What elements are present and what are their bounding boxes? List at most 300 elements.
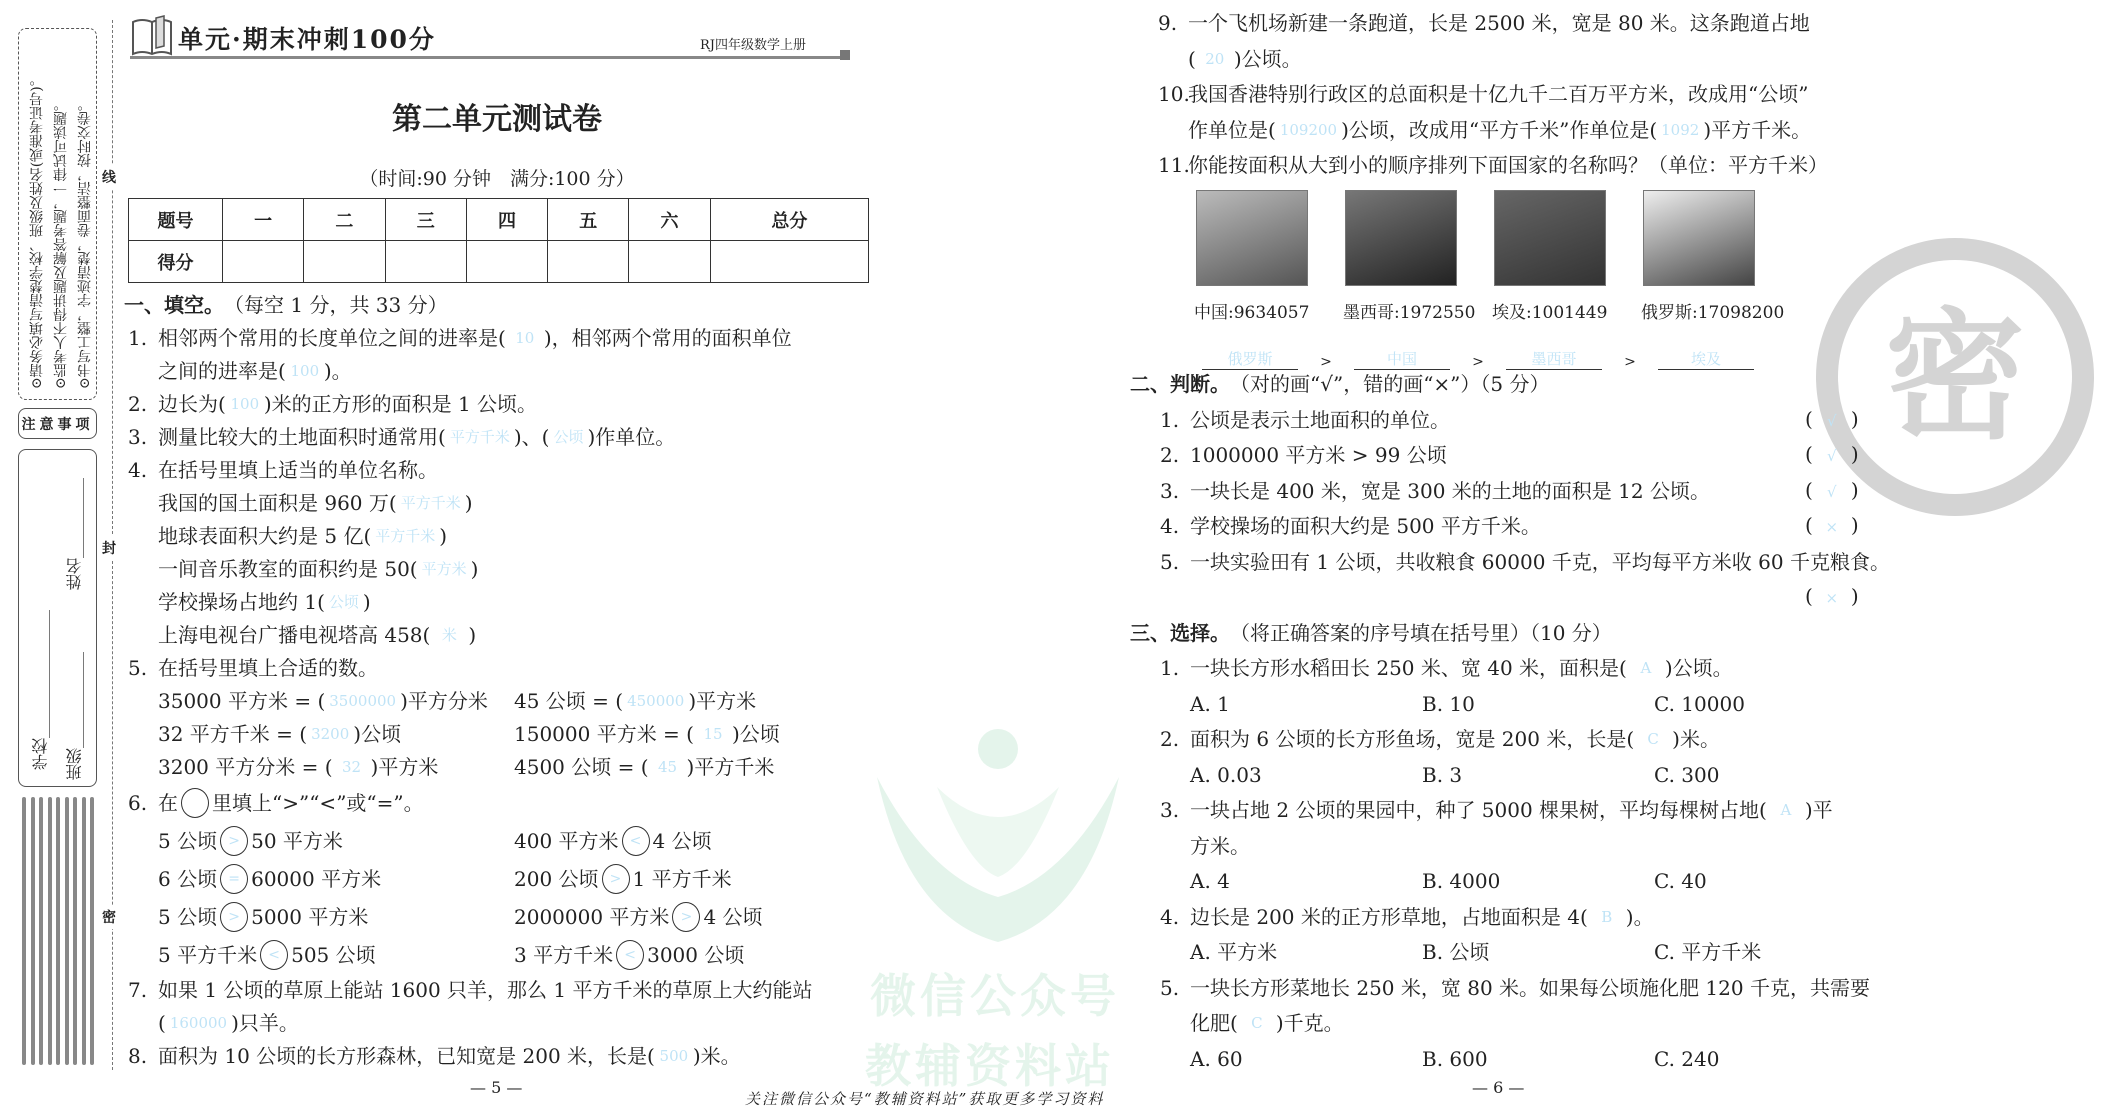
column-item bbox=[514, 751, 870, 784]
question-line bbox=[128, 974, 878, 1007]
question-line bbox=[128, 1040, 878, 1073]
choice-option[interactable]: B. 10 bbox=[1422, 691, 1475, 716]
section-title: 二、判断。 bbox=[1130, 372, 1230, 396]
notice-item: ⊙请务必填写清楚学校、班级及姓名(或准考证号)。 bbox=[29, 72, 45, 389]
section-heading bbox=[1130, 367, 1890, 403]
question-text: 作单位是( bbox=[1188, 117, 1276, 142]
question-text: 之间的进率是( bbox=[158, 359, 286, 383]
question-text: 方米。 bbox=[1190, 833, 1250, 858]
question-body bbox=[128, 863, 870, 896]
question-number: 7. bbox=[128, 978, 148, 1002]
russian-church-photo bbox=[1643, 190, 1755, 286]
question-body bbox=[1158, 42, 1302, 78]
question-body bbox=[128, 974, 813, 1007]
school-field[interactable]: 学校________________ bbox=[31, 610, 50, 770]
question-text: 一块长方形水稻田长 250 米、宽 40 米，面积是( bbox=[1190, 656, 1627, 680]
section-note: （对的画“√”，错的画“×”）（5 分） bbox=[1230, 372, 1550, 396]
question-text: 学校操场的面积大约是 500 平方千米。 bbox=[1190, 514, 1541, 538]
header-cell: 六 bbox=[629, 199, 710, 241]
page-number: — 5 — bbox=[470, 1078, 523, 1097]
question-line bbox=[1130, 1006, 1890, 1042]
question-text: 3000 公顷 bbox=[647, 942, 745, 967]
question-line bbox=[128, 586, 878, 619]
question-text: 60000 平方米 bbox=[251, 866, 382, 891]
answer-blank[interactable]: 米 bbox=[441, 626, 457, 644]
question-line bbox=[1130, 935, 1890, 971]
column-item bbox=[514, 718, 870, 751]
order-answer-blank[interactable]: 埃及 bbox=[1658, 348, 1754, 370]
fill-blank-continued bbox=[1158, 6, 1918, 184]
question-text: 4 公顷 bbox=[652, 828, 712, 853]
question-body bbox=[1130, 758, 1886, 794]
question-body bbox=[1130, 722, 1720, 758]
choice-option[interactable]: B. 600 bbox=[1422, 1046, 1488, 1071]
answer-blank[interactable]: 500 bbox=[659, 1047, 689, 1065]
question-text: )平 bbox=[1804, 798, 1833, 822]
column-item bbox=[158, 685, 514, 718]
question-body bbox=[128, 619, 476, 652]
section-title: 一、填空。 bbox=[124, 293, 224, 317]
question-text: 505 公顷 bbox=[291, 942, 376, 967]
question-text: )平方千米。 bbox=[1703, 117, 1812, 142]
question-line bbox=[1130, 474, 1890, 510]
question-body bbox=[1158, 113, 1811, 149]
seal-char-secret: 密 bbox=[102, 905, 116, 929]
answer-blank[interactable]: 100 bbox=[290, 362, 320, 380]
question-line bbox=[1130, 793, 1890, 829]
answer-blank[interactable]: 3500000 bbox=[329, 692, 397, 710]
question-line bbox=[1158, 77, 1918, 113]
class-field[interactable]: 班级____________ bbox=[65, 652, 84, 780]
greater-than-sign: > bbox=[1320, 354, 1332, 370]
school-label: 学校 bbox=[31, 738, 50, 770]
question-text: 2000000 平方米 bbox=[514, 904, 670, 929]
question-line bbox=[128, 487, 878, 520]
question-text: ) bbox=[464, 491, 473, 515]
answer-blank[interactable]: 15 bbox=[703, 725, 723, 743]
question-text: 150000 平方米 = ( bbox=[514, 722, 694, 746]
question-line bbox=[1158, 42, 1918, 78]
question-text: )、( bbox=[513, 425, 550, 449]
question-text: 一个飞机场新建一条跑道，长是 2500 米，宽是 80 米。这条跑道占地 bbox=[1188, 11, 1810, 35]
question-body bbox=[128, 454, 438, 487]
question-text: 一块占地 2 公顷的果园中，种了 5000 棵果树，平均每棵树占地( bbox=[1190, 798, 1767, 822]
country-order-answer bbox=[1158, 330, 1938, 370]
column-item bbox=[514, 863, 870, 896]
choice-option[interactable]: C. 10000 bbox=[1654, 691, 1745, 716]
section-heading bbox=[124, 289, 878, 322]
question-text: )。 bbox=[1625, 904, 1654, 929]
answer-blank[interactable]: 3200 bbox=[311, 725, 350, 743]
compare-circle[interactable]: < bbox=[616, 940, 644, 970]
choice-option[interactable]: B. 4000 bbox=[1422, 869, 1501, 893]
score-table bbox=[128, 198, 869, 283]
column-item bbox=[514, 685, 870, 718]
greater-than-sign: > bbox=[1472, 354, 1484, 370]
choice-option[interactable]: C. 240 bbox=[1654, 1046, 1720, 1071]
question-text: )公顷 bbox=[731, 722, 780, 746]
question-number: 1. bbox=[1160, 656, 1180, 680]
question-body bbox=[1130, 935, 1886, 971]
question-line bbox=[128, 936, 878, 974]
book-icon bbox=[130, 14, 174, 58]
question-body bbox=[1158, 77, 1808, 113]
score-row-label: 得分 bbox=[129, 241, 223, 283]
question-text: 在括号里填上合适的数。 bbox=[158, 656, 378, 680]
pyramids-photo bbox=[1494, 190, 1606, 286]
question-text: )平方千米 bbox=[686, 755, 775, 779]
score-cell[interactable] bbox=[548, 241, 629, 283]
question-body bbox=[1130, 971, 1870, 1007]
score-cell[interactable] bbox=[385, 241, 466, 283]
judge-answer: √ bbox=[1827, 447, 1837, 465]
compare-circle[interactable]: < bbox=[622, 826, 650, 856]
question-body bbox=[128, 388, 537, 421]
question-text: )公顷 bbox=[353, 722, 402, 746]
question-text: 200 公顷 bbox=[514, 866, 599, 891]
question-body bbox=[1130, 1042, 1886, 1078]
question-body bbox=[1158, 148, 1828, 184]
question-number: 3. bbox=[128, 425, 148, 449]
notice-item: ⊙监考人不得讲题及解答考题，一律试可读题。 bbox=[53, 97, 69, 389]
question-text: 400 平方米 bbox=[514, 828, 619, 853]
score-cell[interactable] bbox=[710, 241, 868, 283]
column-item bbox=[514, 939, 870, 972]
question-text: 面积为 10 公顷的长方形森林，已知宽是 200 米，长是( bbox=[158, 1044, 655, 1068]
question-text: 45 公顷 = ( bbox=[514, 689, 624, 713]
question-body bbox=[1130, 474, 1710, 510]
question-body bbox=[128, 652, 378, 685]
question-number: 6. bbox=[128, 790, 148, 815]
answer-blank[interactable]: 20 bbox=[1205, 49, 1225, 68]
column-item bbox=[514, 825, 870, 858]
answer-blank[interactable]: A bbox=[1780, 801, 1792, 819]
decorative-stripes bbox=[22, 797, 94, 1065]
question-text: 我国香港特别行政区的总面积是十亿九千二百万平方米，改成用“公顷” bbox=[1188, 82, 1809, 106]
question-text: 3 平方千米 bbox=[514, 942, 614, 967]
column-item bbox=[158, 939, 514, 972]
section-heading bbox=[1130, 616, 1890, 652]
question-line bbox=[128, 685, 878, 718]
question-text: )公顷，改成用“平方千米”作单位是( bbox=[1341, 117, 1658, 142]
question-body bbox=[1130, 438, 1447, 474]
question-text: )作单位。 bbox=[587, 425, 676, 449]
choice-option[interactable]: A. 4 bbox=[1190, 869, 1230, 893]
question-text: 在括号里填上适当的单位名称。 bbox=[158, 458, 438, 482]
question-text: 在 bbox=[158, 790, 178, 815]
watermark-text: 微信公众号 bbox=[870, 969, 1120, 1023]
question-number: 2. bbox=[1160, 727, 1180, 751]
question-line bbox=[1158, 6, 1918, 42]
country-label: 中国:9634057 bbox=[1194, 302, 1310, 323]
answer-blank[interactable]: 450000 bbox=[627, 692, 685, 710]
answer-blank[interactable]: 100 bbox=[230, 395, 260, 413]
answer-blank[interactable]: 109200 bbox=[1279, 120, 1338, 139]
question-body bbox=[128, 825, 870, 858]
choice-option[interactable]: C. 40 bbox=[1654, 869, 1707, 893]
question-text: 3200 平方分米 = ( bbox=[158, 755, 333, 779]
question-body bbox=[1130, 403, 1450, 439]
order-answer-blank[interactable]: 中国 bbox=[1354, 348, 1450, 370]
question-line bbox=[1130, 829, 1890, 865]
notice-list bbox=[25, 37, 97, 389]
question-text: )公顷。 bbox=[1664, 656, 1733, 680]
question-body bbox=[1130, 1006, 1344, 1042]
question-text: 一块实验田有 1 公顷，共收粮食 60000 千克，平均每平方米收 60 千克粮食。 bbox=[1190, 549, 1890, 574]
question-text: )只羊。 bbox=[231, 1011, 299, 1035]
compare-circle[interactable] bbox=[181, 788, 209, 818]
question-body bbox=[128, 553, 478, 586]
question-text: )平方分米 bbox=[400, 689, 488, 713]
judge-answer-box[interactable]: ( × ) bbox=[1805, 579, 1859, 617]
footer-note: 关注微信公众号“教辅资料站”获取更多学习资料 bbox=[745, 1090, 1105, 1108]
choice-option[interactable]: A. 60 bbox=[1190, 1046, 1243, 1071]
question-line bbox=[128, 652, 878, 685]
judge-answer-box[interactable]: ( √ ) bbox=[1805, 437, 1859, 475]
question-line bbox=[128, 322, 878, 355]
choice-option[interactable]: C. 平方千米 bbox=[1654, 940, 1762, 964]
choice-option[interactable]: C. 300 bbox=[1654, 762, 1720, 787]
score-cell[interactable] bbox=[223, 241, 304, 283]
watermark-text: 教辅资料站 bbox=[865, 1039, 1115, 1093]
judge-answer: × bbox=[1825, 518, 1839, 536]
question-text: 上海电视台广播电视塔高 458( bbox=[158, 623, 431, 647]
question-line bbox=[1130, 758, 1890, 794]
question-body bbox=[128, 322, 792, 355]
question-line bbox=[128, 784, 878, 822]
question-number: 5. bbox=[1160, 975, 1180, 1000]
choice-option[interactable]: A. 1 bbox=[1190, 691, 1230, 716]
question-line bbox=[1130, 971, 1890, 1007]
question-line bbox=[1158, 148, 1918, 184]
name-label: 姓名 bbox=[65, 558, 84, 590]
column-item bbox=[158, 863, 514, 896]
judge-choice-section bbox=[1130, 367, 1890, 1077]
judge-answer: × bbox=[1825, 589, 1839, 607]
student-info-box bbox=[18, 449, 97, 787]
answer-blank[interactable]: 平方千米 bbox=[400, 494, 461, 512]
notice-title: 注意事项 bbox=[18, 408, 97, 439]
question-line bbox=[128, 520, 878, 553]
question-text: 相邻两个常用的长度单位之间的进率是( bbox=[158, 326, 506, 350]
compare-circle[interactable]: > bbox=[602, 864, 630, 894]
question-number: 5. bbox=[1160, 549, 1180, 574]
book-label: RJ四年级数学上册 bbox=[700, 38, 806, 53]
column-item bbox=[158, 751, 514, 784]
header-rule-end bbox=[840, 50, 850, 60]
question-body bbox=[128, 421, 675, 454]
answer-blank[interactable]: C bbox=[1647, 730, 1659, 748]
series-title: 单元·期末冲刺100分 bbox=[178, 25, 436, 54]
question-body bbox=[128, 487, 473, 520]
question-text: 一块长方形菜地长 250 米，宽 80 米。如果每公顷施化肥 120 千克，共需要 bbox=[1190, 975, 1870, 1000]
score-cell[interactable] bbox=[466, 241, 547, 283]
question-text: )千克。 bbox=[1275, 1011, 1344, 1035]
question-line bbox=[1130, 687, 1890, 723]
column-item bbox=[158, 718, 514, 751]
question-text: 公顷是表示土地面积的单位。 bbox=[1190, 407, 1450, 432]
answer-blank[interactable]: 平方千米 bbox=[375, 527, 436, 545]
question-line bbox=[1130, 403, 1890, 439]
question-text: 5000 平方米 bbox=[251, 904, 369, 929]
score-cell[interactable] bbox=[304, 241, 385, 283]
question-text: )平方米 bbox=[370, 755, 439, 779]
choice-option[interactable]: B. 公顷 bbox=[1422, 940, 1490, 964]
question-body bbox=[1130, 545, 1890, 581]
question-body bbox=[1130, 687, 1886, 723]
question-body bbox=[128, 939, 870, 972]
question-body bbox=[128, 718, 870, 751]
answer-blank[interactable]: 平方米 bbox=[421, 560, 467, 578]
fill-blank-section bbox=[124, 289, 878, 1073]
question-line bbox=[128, 718, 878, 751]
judge-answer-box[interactable]: ( × ) bbox=[1805, 508, 1859, 546]
question-body bbox=[128, 586, 371, 619]
order-answer-blank[interactable]: 墨西哥 bbox=[1506, 348, 1602, 370]
answer-blank[interactable]: 45 bbox=[657, 758, 678, 776]
question-line bbox=[128, 454, 878, 487]
question-body bbox=[128, 901, 870, 934]
question-body bbox=[1130, 651, 1733, 687]
question-text: 一间音乐教室的面积约是 50( bbox=[158, 557, 418, 581]
question-text: 如果 1 公顷的草原上能站 1600 只羊，那么 1 平方千米的草原上大约能站 bbox=[158, 978, 813, 1002]
answer-blank[interactable]: C bbox=[1251, 1014, 1263, 1032]
section-note: （每空 1 分，共 33 分） bbox=[224, 293, 448, 317]
country-label: 埃及:1001449 bbox=[1492, 302, 1608, 323]
seal-char-line: 线 bbox=[102, 165, 116, 189]
question-text: 里填上“>”“<”或“=”。 bbox=[212, 790, 424, 815]
question-text: )米的正方形的面积是 1 公顷。 bbox=[263, 392, 538, 416]
country-labels bbox=[1158, 290, 1938, 330]
compare-circle[interactable]: > bbox=[220, 826, 248, 856]
compare-circle[interactable]: < bbox=[260, 940, 288, 970]
question-text: 你能按面积从大到小的顺序排列下面国家的名称吗？（单位：平方千米） bbox=[1188, 153, 1828, 177]
question-text: 面积为 6 公顷的长方形鱼场，宽是 200 米，长是( bbox=[1190, 727, 1635, 751]
header-rule bbox=[130, 56, 848, 59]
class-label: 班级 bbox=[65, 748, 84, 780]
question-body bbox=[128, 520, 447, 553]
question-line bbox=[128, 355, 878, 388]
question-text: 5 公顷 bbox=[158, 904, 218, 929]
page-title: 第二单元测试卷 bbox=[392, 102, 602, 137]
header-cell: 总分 bbox=[710, 199, 868, 241]
country-label: 俄罗斯:17098200 bbox=[1641, 302, 1785, 323]
question-text: 学校操场占地约 1( bbox=[158, 590, 325, 614]
page-number: — 6 — bbox=[1472, 1078, 1525, 1097]
answer-blank[interactable]: 1092 bbox=[1661, 120, 1700, 139]
question-text: ) bbox=[470, 557, 479, 581]
question-text: ) bbox=[468, 623, 477, 647]
header-cell: 五 bbox=[548, 199, 629, 241]
compare-circle[interactable]: = bbox=[220, 864, 248, 894]
choice-option[interactable]: A. 平方米 bbox=[1190, 940, 1278, 964]
header-cell: 一 bbox=[223, 199, 304, 241]
question-body bbox=[128, 787, 424, 820]
compare-circle[interactable]: > bbox=[220, 902, 248, 932]
column-item bbox=[158, 901, 514, 934]
question-body bbox=[128, 1007, 299, 1040]
question-text: ) bbox=[439, 524, 448, 548]
order-answer-blank[interactable]: 俄罗斯 bbox=[1202, 348, 1298, 370]
score-cell[interactable] bbox=[629, 241, 710, 283]
question-line bbox=[128, 421, 878, 454]
notice-box bbox=[18, 28, 97, 400]
question-text: )米。 bbox=[692, 1044, 741, 1068]
question-body bbox=[1130, 864, 1886, 900]
choice-option[interactable]: B. 3 bbox=[1422, 762, 1463, 787]
answer-blank[interactable]: B bbox=[1601, 907, 1613, 926]
compare-circle[interactable]: > bbox=[672, 902, 700, 932]
answer-blank[interactable]: 公顷 bbox=[553, 428, 584, 446]
greater-than-sign: > bbox=[1624, 354, 1636, 370]
judge-answer-box[interactable]: ( √ ) bbox=[1805, 402, 1859, 440]
name-field[interactable]: 姓名__________ bbox=[65, 478, 84, 590]
question-text: 一块长是 400 米，宽是 300 米的土地的面积是 12 公顷。 bbox=[1190, 478, 1710, 503]
question-text: 5 平方千米 bbox=[158, 942, 258, 967]
answer-blank[interactable]: 160000 bbox=[169, 1014, 228, 1032]
question-number: 5. bbox=[128, 656, 148, 680]
question-line bbox=[1130, 438, 1890, 474]
question-number: 10. bbox=[1158, 82, 1190, 106]
time-info: （时间:90 分钟 满分:100 分） bbox=[359, 168, 635, 190]
question-body bbox=[1130, 829, 1250, 865]
header-cell: 四 bbox=[466, 199, 547, 241]
section-note: （将正确答案的序号填在括号里）（10 分） bbox=[1230, 620, 1612, 645]
question-number: 9. bbox=[1158, 11, 1178, 35]
answer-blank[interactable]: 平方千米 bbox=[449, 428, 510, 446]
choice-option[interactable]: A. 0.03 bbox=[1190, 762, 1262, 787]
header-cell: 题号 bbox=[129, 199, 223, 241]
question-body bbox=[128, 685, 870, 718]
question-text: 地球表面积大约是 5 亿( bbox=[158, 524, 372, 548]
question-text: )公顷。 bbox=[1233, 46, 1302, 71]
answer-blank[interactable]: 10 bbox=[515, 329, 535, 347]
answer-blank[interactable]: 32 bbox=[341, 758, 362, 776]
question-number: 11. bbox=[1158, 153, 1190, 177]
question-line bbox=[1130, 545, 1890, 581]
question-text: 边长为( bbox=[158, 392, 226, 416]
question-number: 2. bbox=[1160, 443, 1180, 467]
question-body bbox=[1130, 900, 1654, 936]
question-number: 4. bbox=[128, 458, 148, 482]
stamp-char: 密 bbox=[1884, 296, 2026, 459]
question-line bbox=[1130, 722, 1890, 758]
answer-blank[interactable]: A bbox=[1640, 659, 1652, 677]
question-body bbox=[1130, 793, 1833, 829]
question-line bbox=[128, 822, 878, 860]
seal-char-seal: 封 bbox=[102, 536, 116, 560]
question-text: )平方米 bbox=[688, 689, 757, 713]
score-header-row bbox=[129, 199, 869, 241]
question-body bbox=[1158, 6, 1810, 42]
question-number: 4. bbox=[1160, 904, 1180, 929]
answer-blank[interactable]: 公顷 bbox=[328, 593, 359, 611]
question-body bbox=[128, 1040, 741, 1073]
question-text: 化肥( bbox=[1190, 1011, 1238, 1035]
column-item bbox=[514, 901, 870, 934]
question-number: 8. bbox=[128, 1044, 148, 1068]
question-text: 1 平方千米 bbox=[632, 866, 732, 891]
great-wall-photo bbox=[1196, 190, 1308, 286]
question-text: )。 bbox=[323, 359, 352, 383]
watermark-logo bbox=[867, 727, 1129, 967]
judge-answer-box[interactable]: ( √ ) bbox=[1805, 473, 1859, 511]
question-text: )，相邻两个常用的面积单位 bbox=[543, 326, 792, 350]
question-text: 测量比较大的土地面积时通常用( bbox=[158, 425, 446, 449]
question-line bbox=[1130, 509, 1890, 545]
score-row bbox=[129, 241, 869, 283]
question-text: 4500 公顷 = ( bbox=[514, 755, 649, 779]
